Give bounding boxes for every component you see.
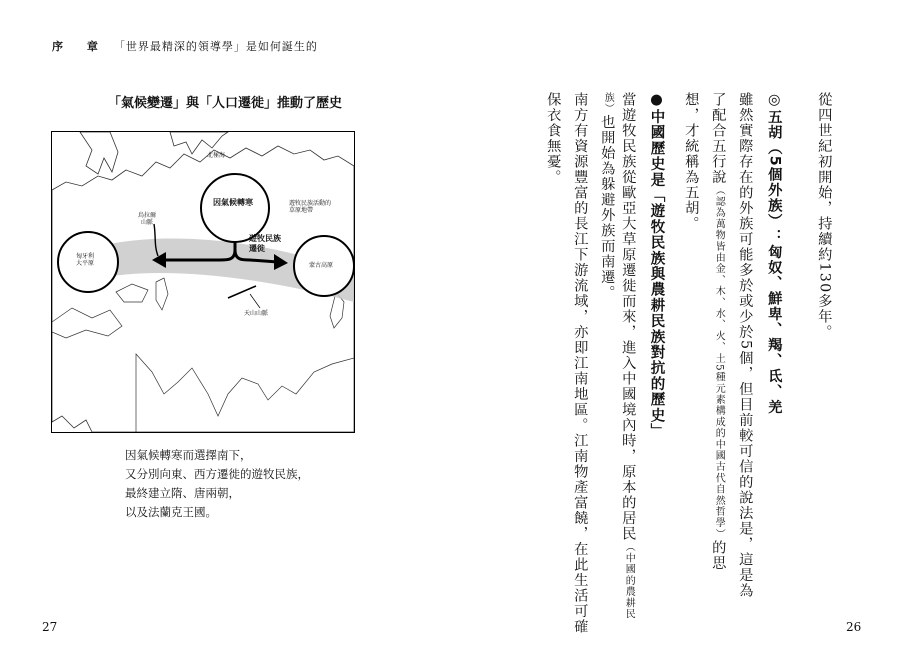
figure-caption	[125, 446, 309, 522]
chapter-title: 「世界最精深的領導學」是如何誕生的	[113, 40, 318, 53]
text-column: 雖然實際存在的外族可能多於或少於5個，但目前較可信的說法是，這是為	[737, 92, 754, 599]
text-column: 當遊牧民族從歐亞大草原遷徙而來，進入中國境內時，原本的居民（中國的農耕民	[620, 92, 637, 620]
text-column: 從四世紀初開始，持續約130多年。	[816, 92, 833, 340]
arctic-coast	[170, 132, 228, 154]
label-hungary: 匈牙利 大平原	[76, 253, 95, 268]
text-column: 族）也開始為躲避外族而南遷。	[599, 92, 616, 301]
label-steppe: 遊牧民族活動的 草原地帶	[289, 200, 332, 215]
caption-line: 又分別向東、西方遷徙的遊牧民族，	[125, 467, 309, 481]
label-tianshan: 天山山脈	[244, 310, 269, 317]
text-column: 保衣食無憂。	[545, 92, 562, 185]
label-mongol: 蒙古高原	[309, 262, 334, 269]
text-column: 了配合五行說（認為萬物皆由金、木、水、火、土5種元素構成的中國古代自然哲學）的思	[710, 92, 727, 571]
scandinavia	[80, 132, 118, 174]
eurasia-map	[51, 131, 355, 433]
label-climate: 因氣候轉寒	[213, 198, 253, 207]
figure-title: 「氣候變遷」與「人口遷徙」推動了歷史	[108, 96, 343, 111]
climate-circle	[201, 174, 269, 242]
page-number-left: 27	[42, 620, 58, 634]
chapter-label: 序 章	[52, 40, 108, 53]
label-arctic-sea: 北極海	[207, 152, 226, 159]
label-ural: 烏拉爾 山脈	[138, 212, 157, 227]
text-column: 南方有資源豐富的長江下游流域，亦即江南地區。江南物產富饒，在此生活可確	[572, 92, 589, 635]
caption-line: 因氣候轉寒而選擇南下，	[125, 448, 252, 462]
label-nomad: 遊牧民族 遷徙	[249, 234, 281, 253]
caption-line: 最終建立隋、唐兩朝，	[125, 486, 240, 500]
running-header	[52, 38, 318, 54]
text-column: 想，才統稱為五胡。	[683, 92, 700, 232]
page-number-right: 26	[846, 620, 862, 634]
text-column-heading: ◎五胡（5個外族）：匈奴、鮮卑、羯、氐、羌	[766, 92, 783, 415]
caption-line: 以及法蘭克王國。	[125, 505, 217, 519]
section-heading: ●中國歷史是「遊牧民族與農耕民族對抗的歷史」	[648, 92, 665, 439]
map-drawing	[52, 132, 354, 432]
